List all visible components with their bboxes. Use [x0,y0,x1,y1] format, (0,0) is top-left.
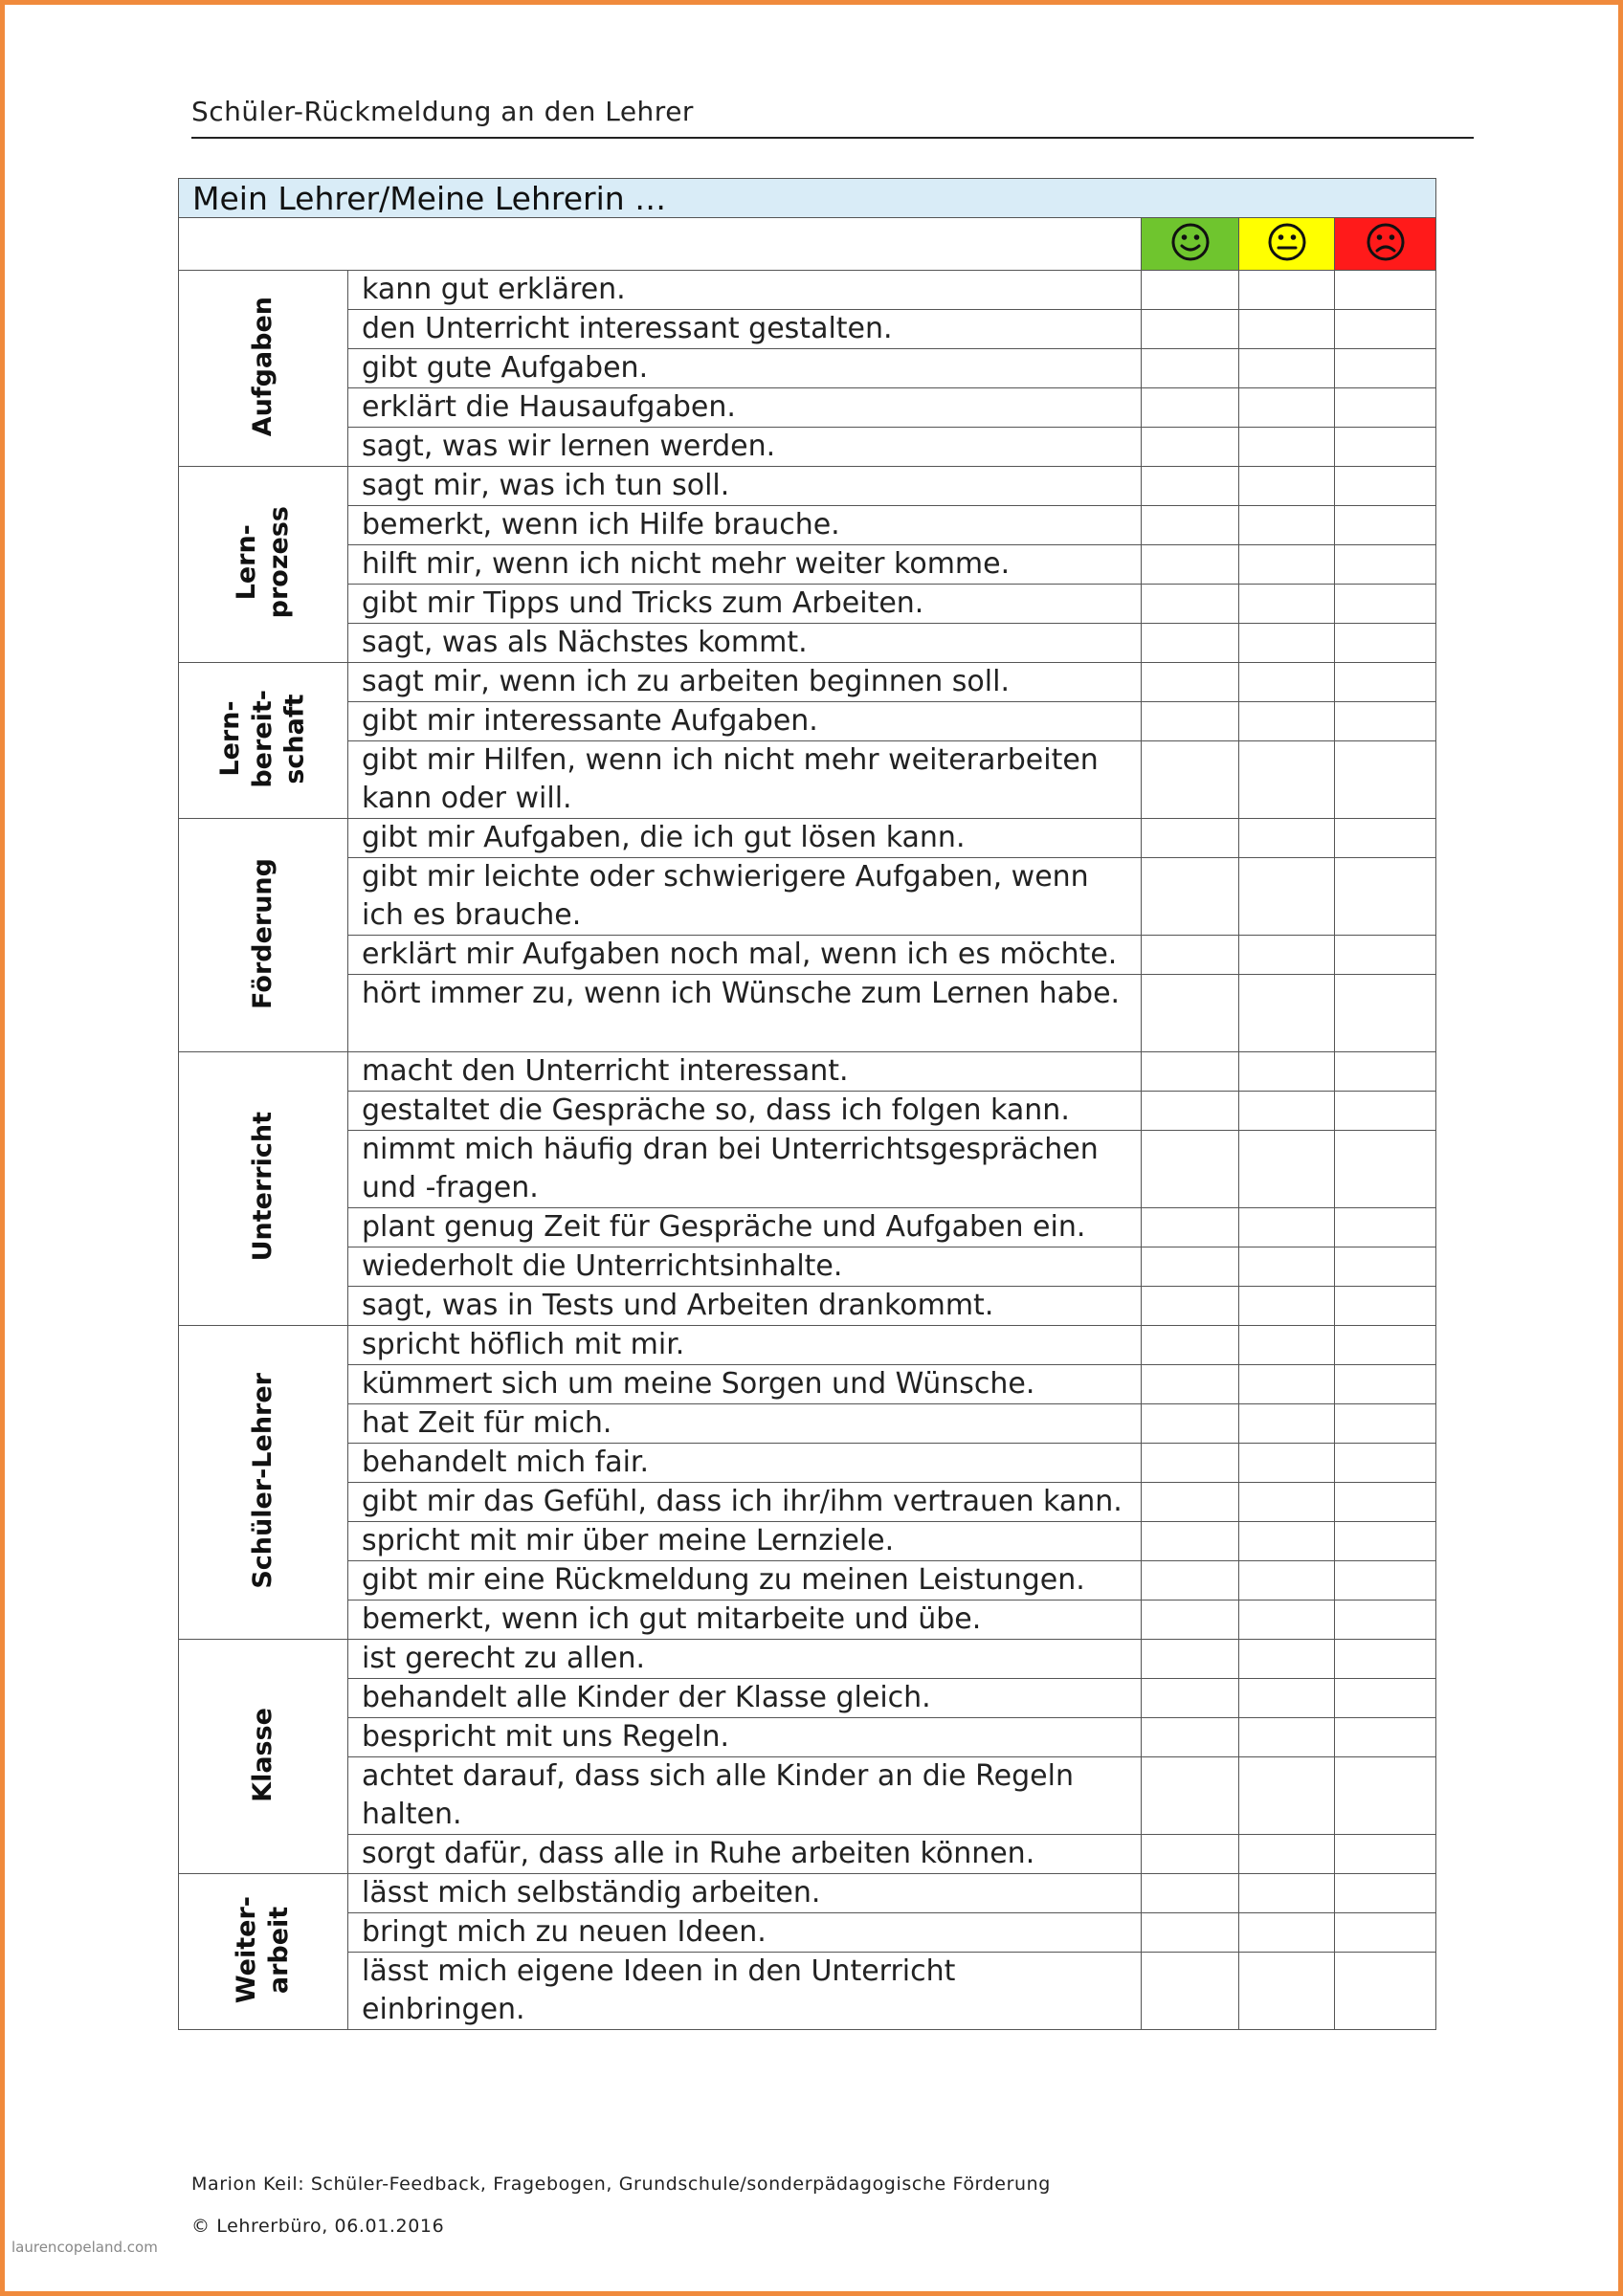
rating-checkbox-good[interactable] [1142,349,1239,388]
rating-checkbox-neutral[interactable] [1239,1874,1335,1913]
statement-row [179,1601,1436,1640]
rating-checkbox-neutral[interactable] [1239,702,1335,741]
rating-checkbox-bad[interactable] [1335,1757,1436,1835]
statement-row [179,1092,1436,1131]
rating-checkbox-good[interactable] [1142,1326,1239,1365]
statement-text: kann gut erklären. [348,271,1142,310]
statement-row [179,506,1436,545]
rating-bad-header [1335,218,1436,271]
rating-checkbox-bad[interactable] [1335,1835,1436,1874]
rating-checkbox-neutral[interactable] [1239,310,1335,349]
statement-text: achtet darauf, dass sich alle Kinder an die Regeln halten. [348,1757,1142,1835]
rating-checkbox-good[interactable] [1142,1913,1239,1953]
statement-text: macht den Unterricht interessant. [348,1052,1142,1092]
statement-text: hört immer zu, wenn ich Wünsche zum Lernen habe. [348,975,1142,1052]
rating-checkbox-good[interactable] [1142,663,1239,702]
rating-checkbox-neutral[interactable] [1239,1522,1335,1561]
category-label-text: Lern- bereit- schaft [215,689,310,788]
rating-checkbox-neutral[interactable] [1239,741,1335,819]
rating-checkbox-neutral[interactable] [1239,349,1335,388]
statement-text: sagt mir, wenn ich zu arbeiten beginnen soll. [348,663,1142,702]
statement-row [179,741,1436,819]
rating-checkbox-neutral[interactable] [1239,663,1335,702]
document-header: Schüler-Rückmeldung an den Lehrer [191,96,1474,139]
rating-checkbox-bad[interactable] [1335,1718,1436,1757]
rating-checkbox-neutral[interactable] [1239,1483,1335,1522]
statement-text: hilft mir, wenn ich nicht mehr weiter komme. [348,545,1142,585]
rating-checkbox-neutral[interactable] [1239,1601,1335,1640]
rating-checkbox-bad[interactable] [1335,545,1436,585]
statement-row [179,1679,1436,1718]
smiley-happy-icon [1169,221,1212,263]
statement-row [179,1444,1436,1483]
rating-checkbox-good[interactable] [1142,702,1239,741]
rating-checkbox-good[interactable] [1142,1287,1239,1326]
rating-checkbox-good[interactable] [1142,271,1239,310]
rating-checkbox-good[interactable] [1142,585,1239,624]
rating-checkbox-neutral[interactable] [1239,585,1335,624]
rating-checkbox-bad[interactable] [1335,310,1436,349]
rating-neutral-header [1239,218,1335,271]
statement-row [179,1718,1436,1757]
rating-checkbox-good[interactable] [1142,428,1239,467]
rating-checkbox-good[interactable] [1142,1404,1239,1444]
statement-row [179,1953,1436,2030]
rating-checkbox-bad[interactable] [1335,1444,1436,1483]
statement-row [179,1483,1436,1522]
rating-checkbox-bad[interactable] [1335,1561,1436,1601]
rating-checkbox-bad[interactable] [1335,1679,1436,1718]
statement-text: hat Zeit für mich. [348,1404,1142,1444]
rating-checkbox-bad[interactable] [1335,1522,1436,1561]
rating-checkbox-neutral[interactable] [1239,936,1335,975]
rating-checkbox-neutral[interactable] [1239,388,1335,428]
rating-checkbox-neutral[interactable] [1239,1404,1335,1444]
statement-text: behandelt mich fair. [348,1444,1142,1483]
statement-row [179,1365,1436,1404]
statement-text: gibt mir eine Rückmeldung zu meinen Leistungen. [348,1561,1142,1601]
statement-row [179,1757,1436,1835]
rating-checkbox-good[interactable] [1142,1052,1239,1092]
statement-text: wiederholt die Unterrichtsinhalte. [348,1247,1142,1287]
statement-row [179,428,1436,467]
rating-checkbox-good[interactable] [1142,1835,1239,1874]
statement-text: sorgt dafür, dass alle in Ruhe arbeiten können. [348,1835,1142,1874]
rating-checkbox-bad[interactable] [1335,1052,1436,1092]
statement-text: plant genug Zeit für Gespräche und Aufgaben ein. [348,1208,1142,1247]
rating-checkbox-good[interactable] [1142,1247,1239,1287]
rating-checkbox-good[interactable] [1142,1365,1239,1404]
statement-row [179,1561,1436,1601]
rating-checkbox-bad[interactable] [1335,428,1436,467]
rating-checkbox-neutral[interactable] [1239,1365,1335,1404]
statement-row [179,388,1436,428]
statement-row [179,624,1436,663]
category-label [179,1052,348,1326]
rating-checkbox-neutral[interactable] [1239,545,1335,585]
category-label-text: Unterricht [248,1112,278,1262]
rating-checkbox-neutral[interactable] [1239,467,1335,506]
rating-checkbox-bad[interactable] [1335,1913,1436,1953]
rating-checkbox-neutral[interactable] [1239,1757,1335,1835]
statement-text: gibt mir Hilfen, wenn ich nicht mehr weiterarbeiten kann oder will. [348,741,1142,819]
statement-text: spricht höflich mit mir. [348,1326,1142,1365]
table-title: Mein Lehrer/Meine Lehrerin … [179,179,1436,218]
category-label-text: Förderung [248,857,278,1009]
rating-checkbox-bad[interactable] [1335,858,1436,936]
statement-row [179,271,1436,310]
rating-checkbox-bad[interactable] [1335,1131,1436,1208]
rating-checkbox-good[interactable] [1142,1131,1239,1208]
statement-text: gibt gute Aufgaben. [348,349,1142,388]
rating-checkbox-bad[interactable] [1335,1404,1436,1444]
statement-text: gibt mir Aufgaben, die ich gut lösen kann. [348,819,1142,858]
rating-checkbox-neutral[interactable] [1239,1640,1335,1679]
rating-checkbox-bad[interactable] [1335,1953,1436,2030]
rating-checkbox-neutral[interactable] [1239,428,1335,467]
rating-checkbox-neutral[interactable] [1239,624,1335,663]
rating-checkbox-good[interactable] [1142,545,1239,585]
rating-checkbox-neutral[interactable] [1239,1953,1335,2030]
rating-checkbox-bad[interactable] [1335,349,1436,388]
rating-checkbox-neutral[interactable] [1239,1052,1335,1092]
statement-row [179,349,1436,388]
statement-row [179,1835,1436,1874]
rating-checkbox-good[interactable] [1142,1092,1239,1131]
statement-text: sagt mir, was ich tun soll. [348,467,1142,506]
rating-checkbox-good[interactable] [1142,1561,1239,1601]
rating-checkbox-good[interactable] [1142,1640,1239,1679]
statement-text: nimmt mich häufig dran bei Unterrichtsgesprächen und -fragen. [348,1131,1142,1208]
statement-row [179,1052,1436,1092]
rating-checkbox-bad[interactable] [1335,975,1436,1052]
rating-checkbox-good[interactable] [1142,1444,1239,1483]
statement-text: ist gerecht zu allen. [348,1640,1142,1679]
statement-row [179,467,1436,506]
rating-checkbox-bad[interactable] [1335,585,1436,624]
rating-checkbox-good[interactable] [1142,1953,1239,2030]
statement-text: lässt mich eigene Ideen in den Unterricht einbringen. [348,1953,1142,2030]
statement-text: gibt mir leichte oder schwierigere Aufgaben, wenn ich es brauche. [348,858,1142,936]
statement-text: sagt, was als Nächstes kommt. [348,624,1142,663]
rating-checkbox-neutral[interactable] [1239,819,1335,858]
rating-checkbox-neutral[interactable] [1239,1287,1335,1326]
category-label [179,271,348,467]
statement-row [179,1326,1436,1365]
rating-checkbox-bad[interactable] [1335,506,1436,545]
statement-text: sagt, was in Tests und Arbeiten drankommt. [348,1287,1142,1326]
rating-checkbox-bad[interactable] [1335,741,1436,819]
rating-checkbox-good[interactable] [1142,1522,1239,1561]
statement-text: gestaltet die Gespräche so, dass ich folgen kann. [348,1092,1142,1131]
statement-text: gibt mir Tipps und Tricks zum Arbeiten. [348,585,1142,624]
rating-checkbox-neutral[interactable] [1239,858,1335,936]
footer-source: Marion Keil: Schüler-Feedback, Fragebogen, Grundschule/sonderpädagogische Förderung [191,2174,1051,2195]
rating-checkbox-bad[interactable] [1335,1601,1436,1640]
rating-checkbox-bad[interactable] [1335,1287,1436,1326]
rating-checkbox-bad[interactable] [1335,388,1436,428]
statement-row [179,663,1436,702]
rating-checkbox-neutral[interactable] [1239,271,1335,310]
statement-row [179,975,1436,1052]
statement-row [179,819,1436,858]
rating-checkbox-bad[interactable] [1335,936,1436,975]
statement-text: bringt mich zu neuen Ideen. [348,1913,1142,1953]
rating-checkbox-bad[interactable] [1335,1365,1436,1404]
category-label-text: Weiter- arbeit [232,1895,294,2004]
rating-checkbox-good[interactable] [1142,1679,1239,1718]
statement-row [179,1247,1436,1287]
smiley-neutral-icon [1266,221,1308,263]
rating-checkbox-good[interactable] [1142,506,1239,545]
statement-text: erklärt mir Aufgaben noch mal, wenn ich es möchte. [348,936,1142,975]
category-label [179,1640,348,1874]
statement-row [179,1874,1436,1913]
rating-checkbox-neutral[interactable] [1239,1561,1335,1601]
statement-text: gibt mir interessante Aufgaben. [348,702,1142,741]
rating-checkbox-neutral[interactable] [1239,1718,1335,1757]
rating-checkbox-good[interactable] [1142,467,1239,506]
footer-copyright: © Lehrerbüro, 06.01.2016 [191,2216,445,2237]
statement-text: spricht mit mir über meine Lernziele. [348,1522,1142,1561]
statement-text: gibt mir das Gefühl, dass ich ihr/ihm vertrauen kann. [348,1483,1142,1522]
rating-checkbox-neutral[interactable] [1239,1092,1335,1131]
statement-row [179,1131,1436,1208]
statement-text: erklärt die Hausaufgaben. [348,388,1142,428]
statement-row [179,1640,1436,1679]
rating-checkbox-bad[interactable] [1335,702,1436,741]
rating-checkbox-good[interactable] [1142,858,1239,936]
rating-checkbox-neutral[interactable] [1239,1913,1335,1953]
header-blank-cell [179,218,1142,271]
rating-checkbox-good[interactable] [1142,310,1239,349]
category-label [179,1874,348,2030]
rating-checkbox-bad[interactable] [1335,1874,1436,1913]
rating-checkbox-bad[interactable] [1335,467,1436,506]
rating-checkbox-bad[interactable] [1335,1208,1436,1247]
statement-row [179,585,1436,624]
rating-checkbox-good[interactable] [1142,1757,1239,1835]
category-label-text: Aufgaben [248,296,278,437]
rating-checkbox-good[interactable] [1142,624,1239,663]
smiley-sad-icon [1365,221,1407,263]
rating-checkbox-good[interactable] [1142,1208,1239,1247]
rating-checkbox-neutral[interactable] [1239,1247,1335,1287]
rating-checkbox-neutral[interactable] [1239,1835,1335,1874]
category-label-text: Klasse [248,1707,278,1802]
statement-text: kümmert sich um meine Sorgen und Wünsche. [348,1365,1142,1404]
category-label [179,819,348,1052]
rating-checkbox-good[interactable] [1142,1718,1239,1757]
feedback-table [178,178,1436,2030]
rating-checkbox-good[interactable] [1142,1601,1239,1640]
watermark: laurencopeland.com [11,2239,158,2256]
category-label-text: Schüler-Lehrer [248,1372,278,1589]
statement-text: den Unterricht interessant gestalten. [348,310,1142,349]
rating-checkbox-bad[interactable] [1335,1483,1436,1522]
rating-checkbox-bad[interactable] [1335,819,1436,858]
rating-checkbox-neutral[interactable] [1239,1131,1335,1208]
statement-text: bemerkt, wenn ich Hilfe brauche. [348,506,1142,545]
rating-checkbox-bad[interactable] [1335,1640,1436,1679]
statement-row [179,545,1436,585]
statement-row [179,1913,1436,1953]
rating-checkbox-good[interactable] [1142,819,1239,858]
rating-checkbox-bad[interactable] [1335,663,1436,702]
statement-text: sagt, was wir lernen werden. [348,428,1142,467]
category-label-text: Lern- prozess [232,506,294,619]
rating-checkbox-neutral[interactable] [1239,1444,1335,1483]
rating-good-header [1142,218,1239,271]
rating-checkbox-bad[interactable] [1335,1247,1436,1287]
statement-row [179,1522,1436,1561]
statement-row [179,1208,1436,1247]
rating-checkbox-good[interactable] [1142,936,1239,975]
statement-row [179,1404,1436,1444]
statement-row [179,858,1436,936]
rating-checkbox-bad[interactable] [1335,624,1436,663]
statement-text: behandelt alle Kinder der Klasse gleich. [348,1679,1142,1718]
statement-row [179,936,1436,975]
rating-checkbox-good[interactable] [1142,1483,1239,1522]
category-label [179,1326,348,1640]
rating-checkbox-bad[interactable] [1335,1092,1436,1131]
category-label [179,663,348,819]
statement-row [179,310,1436,349]
rating-checkbox-good[interactable] [1142,975,1239,1052]
rating-checkbox-bad[interactable] [1335,1326,1436,1365]
rating-checkbox-neutral[interactable] [1239,506,1335,545]
statement-text: bemerkt, wenn ich gut mitarbeite und übe. [348,1601,1142,1640]
rating-checkbox-neutral[interactable] [1239,975,1335,1052]
statement-row [179,1287,1436,1326]
rating-checkbox-good[interactable] [1142,388,1239,428]
rating-checkbox-good[interactable] [1142,741,1239,819]
rating-checkbox-neutral[interactable] [1239,1326,1335,1365]
rating-checkbox-neutral[interactable] [1239,1679,1335,1718]
statement-text: lässt mich selbständig arbeiten. [348,1874,1142,1913]
rating-checkbox-neutral[interactable] [1239,1208,1335,1247]
statement-text: bespricht mit uns Regeln. [348,1718,1142,1757]
rating-checkbox-good[interactable] [1142,1874,1239,1913]
category-label [179,467,348,663]
statement-row [179,702,1436,741]
rating-checkbox-bad[interactable] [1335,271,1436,310]
